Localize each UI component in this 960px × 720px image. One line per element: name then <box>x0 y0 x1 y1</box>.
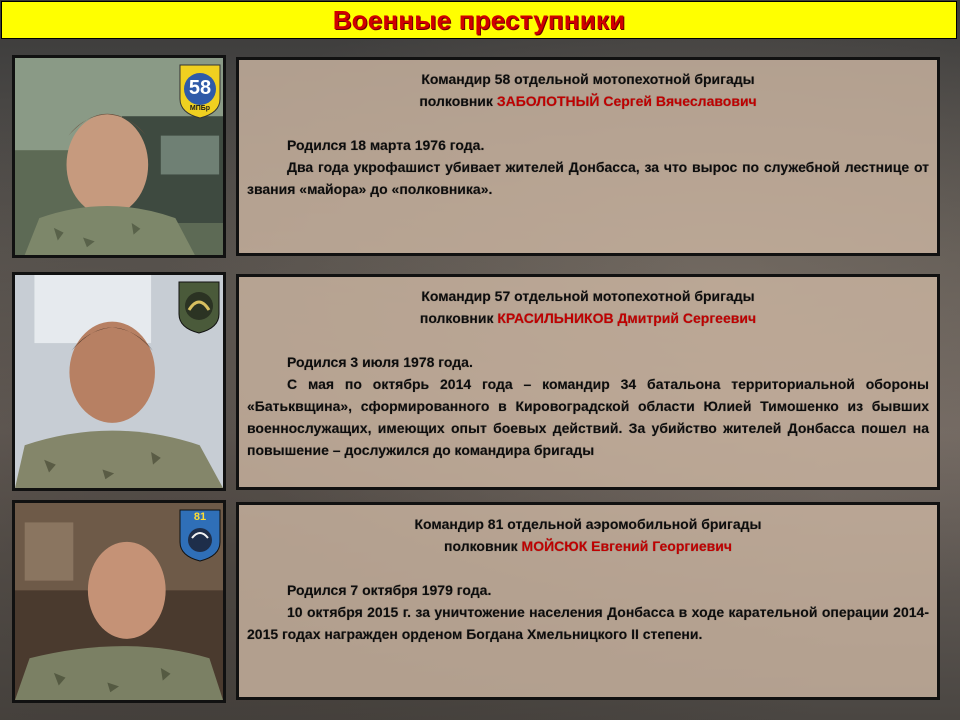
bio-card-2 <box>236 274 940 490</box>
birth-date: Родился 7 октября 1979 года. <box>287 582 492 598</box>
position-line: Командир 81 отдельной аэромобильной бригады <box>414 516 762 532</box>
rank-label: полковник <box>419 93 493 109</box>
unit-badge-58 <box>178 63 222 119</box>
bio-text: 10 октября 2015 г. за уничтожение населения Донбасса в ходе карательной операции 2014-2015 годах награжден орденом Богдана Хмельницкого II степени. <box>247 604 929 642</box>
bio-text: Два года укрофашист убивает жителей Донбасса, за что вырос по служебной лестнице от звания «майора» до «полковника». <box>247 159 929 197</box>
bio-card-1 <box>236 57 940 256</box>
rank-name-line <box>247 535 929 557</box>
badge-subtitle-58: МПБр <box>189 105 211 112</box>
badge-number-81: 81 <box>193 511 207 523</box>
position-line: Командир 58 отдельной мотопехотной бригады <box>421 71 755 87</box>
rank-name-line <box>247 307 929 329</box>
unit-badge-81 <box>178 508 222 562</box>
birth-date: Родился 18 марта 1976 года. <box>287 137 485 153</box>
unit-badge-57 <box>177 280 221 334</box>
person-name: ЗАБОЛОТНЫЙ Сергей Вячеславович <box>496 93 757 109</box>
person-name: МОЙСЮК Евгений Георгиевич <box>521 538 732 554</box>
birth-date: Родился 3 июля 1978 года. <box>287 354 473 370</box>
page-title: Военные преступники <box>332 4 626 35</box>
bio-text: С мая по октябрь 2014 года – командир 34 батальона территориальной обороны «Батьквщина», сформированного в Кировоградской области Юлией Тимошенко из бывших военнослужащих, имеющих опыт боевых действий. За убийство жителей Донбасса пошел на повышение – дослужился до командира бригады <box>247 376 929 458</box>
rank-label: полковник <box>444 538 518 554</box>
position-line: Командир 57 отдельной мотопехотной бригады <box>421 288 755 304</box>
rank-label: полковник <box>419 310 494 326</box>
badge-number-58: 58 <box>188 77 212 99</box>
person-name: КРАСИЛЬНИКОВ Дмитрий Сергеевич <box>497 310 757 326</box>
rank-name-line <box>247 90 929 112</box>
title-banner <box>1 1 957 39</box>
bio-card-3 <box>236 502 940 700</box>
